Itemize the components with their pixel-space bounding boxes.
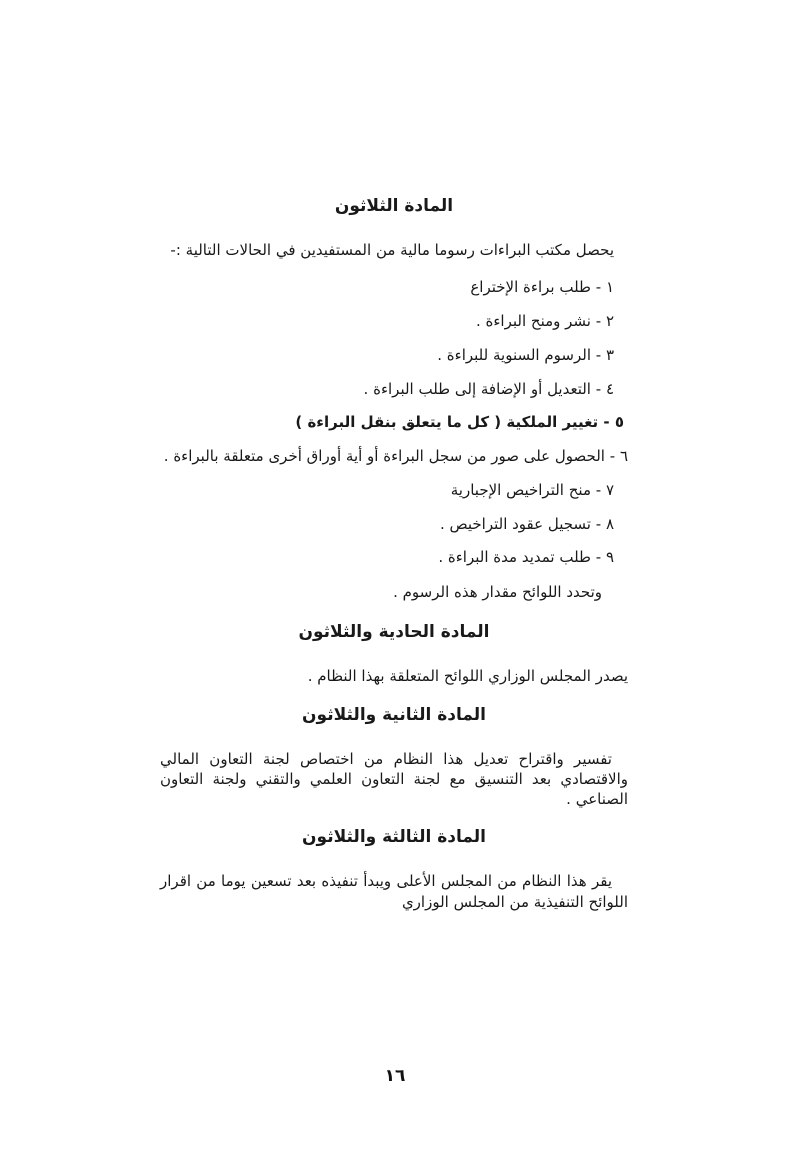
page-content: [160, 196, 628, 928]
fee-item-5: ٥ - تغيير الملكية ( كل ما يتعلق بنقل البراءة ): [295, 413, 624, 432]
fee-list: [160, 278, 628, 567]
fee-item-1: ١ - طلب براءة الإختراع: [470, 278, 614, 297]
article-30-intro: يحصل مكتب البراءات رسوما مالية من المستفيدين في الحالات التالية :-: [170, 241, 614, 259]
page-number: ١٦: [384, 1066, 406, 1086]
fee-item-9: ٩ - طلب تمديد مدة البراءة .: [438, 548, 614, 567]
fee-item-8: ٨ - تسجيل عقود التراخيص .: [439, 514, 614, 533]
article-31-body: يصدر المجلس الوزاري اللوائح المتعلقة بهذا النظام .: [307, 667, 628, 686]
fee-item-2: ٢ - نشر ومنح البراءة .: [475, 312, 614, 330]
article-33-body: يقر هذا النظام من المجلس الأعلى ويبدأ تنفيذه بعد تسعين يوما من اقرار اللوائح التنفيذية من المجلس الوزاري: [160, 872, 628, 911]
article-33-heading: المادة الثالثة والثلاثون: [302, 827, 486, 848]
fee-item-4: ٤ - التعديل أو الإضافة إلى طلب البراءة .: [363, 379, 614, 398]
fee-item-6: ٦ - الحصول على صور من سجل البراءة أو أية أوراق أخرى متعلقة بالبراءة .: [163, 447, 628, 465]
article-31-heading: المادة الحادية والثلاثون: [298, 622, 490, 643]
fee-item-7: ٧ - منح التراخيص الإجبارية: [450, 480, 614, 499]
article-32-heading: المادة الثانية والثلاثون: [302, 704, 486, 725]
article-32-body: تفسير واقتراح تعديل هذا النظام من اختصاص لجنة التعاون المالي والاقتصادي بعد التنسيق مع لجنة التعاون العلمي والتقني ولجنة التعاون الصناعي .: [160, 749, 628, 808]
article-30-closing: وتحدد اللوائح مقدار هذه الرسوم .: [393, 583, 602, 601]
fee-item-3: ٣ - الرسوم السنوية للبراءة .: [437, 345, 614, 364]
article-30-heading: المادة الثلاثون: [334, 196, 454, 216]
